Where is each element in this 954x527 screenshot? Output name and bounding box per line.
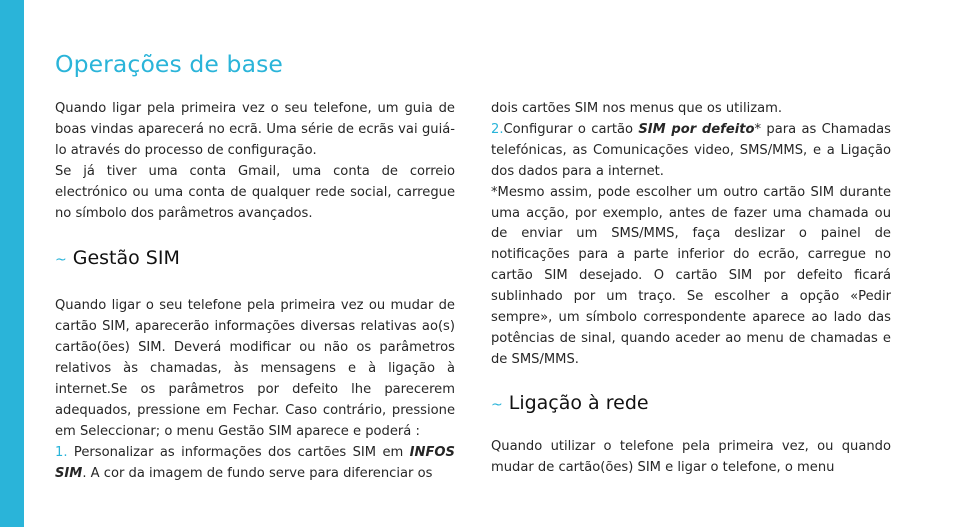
step-2-number: 2.: [491, 121, 504, 137]
side-accent-bar: [0, 0, 24, 527]
section-heading-gestao-sim: [55, 246, 455, 272]
intro-paragraph-2: Se já tiver uma conta Gmail, uma conta de correio electrónico ou uma conta de qualquer rede social, carregue no símbolo dos parâmetros avançados.: [55, 163, 455, 221]
section-heading-label: Gestão SIM: [72, 247, 180, 270]
step-2-paragraph: [491, 120, 891, 183]
right-column: [491, 99, 891, 479]
page-title: Operações de base: [55, 50, 283, 78]
section-heading-ligacao-rede: [491, 391, 891, 417]
step-1-text-b: . A cor da imagem de fundo serve para diferenciar os: [82, 465, 433, 481]
intro-paragraph-1: Quando ligar pela primeira vez o seu telefone, um guia de boas vindas aparecerá no ecrã. Uma série de ecrãs vai guiá-lo através do processo de configuração.: [55, 101, 455, 158]
step-1-text-a: Personalizar as informações dos cartões SIM em: [67, 444, 410, 460]
step-2-text-b: * para as Chamadas telefónicas, as Comunicações video, SMS/MMS, e a Ligação dos dados para a internet.: [491, 121, 892, 179]
step-2-menu-name: SIM por defeito: [638, 121, 755, 137]
left-column: [55, 99, 455, 485]
tilde-marker: ~: [491, 396, 503, 413]
network-paragraph: Quando utilizar o telefone pela primeira vez, ou quando mudar de cartão(ões) SIM e ligar o telefone, o menu: [491, 438, 891, 475]
step-1-menu-name: INFOS SIM: [55, 444, 455, 481]
sim-paragraph: Quando ligar o seu telefone pela primeira vez ou mudar de cartão SIM, aparecerão informações diversas relativas ao(s) cartão(ões) SIM. Deverá modificar ou não os parâmetros relativos às chamadas, às mensagens e à ligação à internet.Se os parâmetros por defeito lhe parecerem adequados, pressione em Fechar. Caso contrário, pressione em Seleccionar; o menu Gestão SIM aparece e poderá :: [55, 298, 455, 439]
step-2-text-a: Configurar o cartão: [503, 121, 639, 137]
continuation-paragraph: dois cartões SIM nos menus que os utilizam.: [491, 101, 783, 116]
section-heading-label: Ligação à rede: [508, 391, 649, 414]
step-1-paragraph: [55, 443, 455, 485]
tilde-marker: ~: [55, 252, 67, 269]
step-1-number: 1.: [55, 444, 68, 460]
note-paragraph: *Mesmo assim, pode escolher um outro cartão SIM durante uma acção, por exemplo, antes de fazer uma chamada ou de enviar um SMS/MMS, faça deslizar o painel de notificações para a parte inferior do ecrão, carregue no cartão SIM desejado. O cartão SIM por defeito ficará sublinhado por um traço. Se escolher a opção «Pedir sempre», um símbolo correspondente aparece ao lado das potências de sinal, quando aceder ao menu de chamadas e de SMS/MMS.: [491, 184, 891, 367]
